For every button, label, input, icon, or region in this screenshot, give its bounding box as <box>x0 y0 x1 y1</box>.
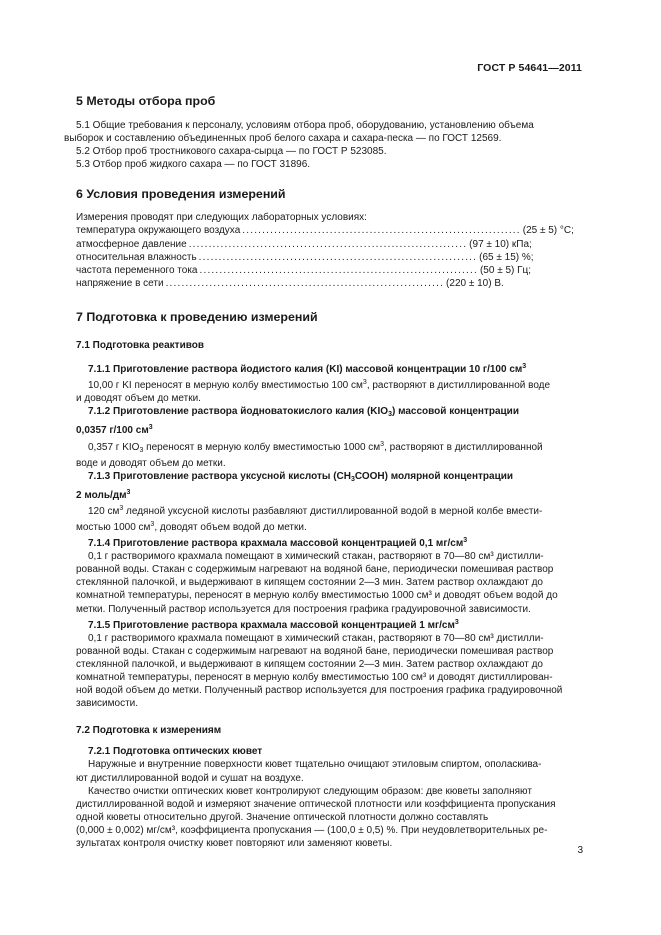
condition-label: относительная влажность <box>76 251 197 263</box>
heading-7-1-2-line1 <box>76 405 584 421</box>
text: , растворяют в дистиллированной воде <box>366 380 551 392</box>
heading-7-1-3-line1 <box>76 470 584 486</box>
superscript: 3 <box>522 363 527 371</box>
section-6-title: 6 Условия проведения измерений <box>76 187 286 202</box>
section-5-title: 5 Методы отбора проб <box>76 94 216 108</box>
page-number: 3 <box>577 845 583 856</box>
para-line: ной водой объем до метки. Полученный раствор используется для построения графика градуировочной <box>76 685 563 697</box>
para-line: рованной воды. Стакан с содержимым нагревают на водяной бане, периодически помешивая раствор <box>76 564 554 576</box>
condition-row <box>76 277 504 290</box>
heading-7-1-3-line2 <box>76 486 584 502</box>
superscript: 3 <box>119 504 124 512</box>
heading-7-1-5 <box>76 616 584 632</box>
subsection-7-1-title: 7.1 Подготовка реактивов <box>76 339 205 351</box>
para-line: 0,1 г растворимого крахмала помещают в химический стакан, растворяют в 70—80 см³ дистилли- <box>88 632 544 644</box>
para-5-1-line1: 5.1 Общие требования к персоналу, условиям отбора проб, оборудованию, установлению объема <box>76 120 534 131</box>
para-line: ют дистиллированной водой и сушат на воздухе. <box>76 772 304 784</box>
para-7-1-4 <box>76 550 584 615</box>
text: мостью 1000 см <box>76 521 151 533</box>
heading-7-2-1: 7.2.1 Подготовка оптических кювет <box>88 746 263 758</box>
superscript: 3 <box>454 618 459 626</box>
leader-dots: ...................................................................... <box>242 225 521 237</box>
condition-label: напряжение в сети <box>76 277 164 289</box>
para-7-1-2-line2: воде и доводят объем до метки. <box>76 457 226 469</box>
para-line: комнатной температуры, переносят в мерную колбу вместимостью 1000 см³ и доводят объем водой до <box>76 590 558 602</box>
text: 2 моль/дм <box>76 489 127 501</box>
superscript: 3 <box>362 379 367 387</box>
condition-value: (65 ± 15) %; <box>479 251 534 263</box>
para-5-1-line2: выборок и составлению объединенных проб белого сахара и сахара-песка — по ГОСТ 12569. <box>64 133 502 145</box>
text: 120 см <box>88 505 120 517</box>
text: 0,0357 г/100 см <box>76 425 149 437</box>
text: ледяной уксусной кислоты разбавляют дистиллированной водой в мерной колбе вмести- <box>123 505 543 517</box>
text: 7.1.5 Приготовление раствора крахмала массовой концентрацией 1 мг/см <box>88 619 455 631</box>
superscript: 3 <box>148 424 153 432</box>
para-7-1-5 <box>76 632 584 711</box>
condition-row <box>76 238 532 251</box>
condition-row <box>76 224 574 237</box>
para-line: (0,000 ± 0,002) мг/см³, коэффициента пропускания — (100,0 ± 0,5) %. При неудовлетворительных ре- <box>76 824 548 836</box>
heading-7-1-1 <box>76 360 584 376</box>
para-line: комнатной температуры, переносят в мерную колбу вместимостью 100 см³ и доводят дистиллирован- <box>76 672 553 683</box>
leader-dots: ...................................................................... <box>198 251 478 263</box>
superscript: 3 <box>463 537 468 545</box>
para-5-1 <box>64 119 584 145</box>
para-7-1-2-line1 <box>76 438 584 457</box>
condition-label: частота переменного тока <box>76 264 198 276</box>
para-7-1-3-line1 <box>76 502 584 518</box>
text: 0,357 г KIO <box>88 441 140 453</box>
leader-dots: ...................................................................... <box>165 277 445 289</box>
superscript: 3 <box>380 440 385 448</box>
para-5-3: 5.3 Отбор проб жидкого сахара — по ГОСТ 31896. <box>76 159 311 171</box>
text: , растворяют в дистиллированной <box>384 441 543 453</box>
text: 7.1.2 Приготовление раствора йодноватокислого калия (KIO <box>88 406 389 418</box>
conditions-list <box>76 224 574 289</box>
heading-7-1-4 <box>76 534 584 550</box>
heading-7-1-1-text: 7.1.1 Приготовление раствора йодистого калия (KI) массовой концентрации 10 г/100 см <box>88 364 523 376</box>
text: ) массовой концентрации <box>391 406 519 418</box>
text: 7.1.3 Приготовление раствора уксусной кислоты (СН <box>88 470 351 482</box>
para-7-1-3 <box>76 502 584 534</box>
standard-header: ГОСТ Р 54641—2011 <box>477 62 582 74</box>
para-line: рованной воды. Стакан с содержимым нагревают на водяной бане, периодически помешивая раствор <box>76 645 554 657</box>
para-7-1-1-line1 <box>76 376 584 392</box>
condition-value: (25 ± 5) °С; <box>522 225 574 237</box>
document-body <box>64 92 584 850</box>
para-7-2-1 <box>76 758 584 784</box>
para-7-1-2 <box>76 438 584 470</box>
subscript: 3 <box>388 411 392 419</box>
para-7-1-1-line2: и доводят объем до метки. <box>76 393 201 405</box>
leader-dots: ...................................................................... <box>188 238 468 250</box>
condition-row <box>76 264 532 277</box>
condition-label: температура окружающего воздуха <box>76 225 241 237</box>
para-line: стеклянной палочкой, и выдерживают в кипящем состоянии 2—3 мин. Затем раствор охлаждают до <box>76 658 543 670</box>
para-line: зультатах контроля очистку кювет повторяют или заменяют кюветы. <box>76 838 393 850</box>
text: 10,00 г KI переносят в мерную колбу вместимостью 100 см <box>88 380 363 392</box>
text: СООН) молярной концентрации <box>354 470 514 482</box>
text: 7.1.4 Приготовление раствора крахмала массовой концентрацией 0,1 мг/см <box>88 538 464 550</box>
subscript: 3 <box>139 446 144 454</box>
section-7-title: 7 Подготовка к проведению измерений <box>76 309 318 324</box>
condition-row <box>76 251 534 264</box>
heading-7-1-2 <box>76 405 584 437</box>
para-7-1-3-line2 <box>76 518 584 534</box>
heading-7-1-2-line2 <box>76 421 584 437</box>
heading-7-1-3 <box>76 470 584 502</box>
para-line: стеклянной палочкой, и выдерживают в кипящем состоянии 2—3 мин. Затем раствор охлаждают до <box>76 577 543 589</box>
condition-value: (220 ± 10) В. <box>446 277 504 289</box>
para-line: дистиллированной водой и измеряют значение оптической плотности или коэффициента пропускания <box>76 798 556 810</box>
conditions-intro: Измерения проводят при следующих лабораторных условиях: <box>76 212 367 224</box>
superscript: 3 <box>150 520 155 528</box>
para-7-1-1 <box>76 376 584 405</box>
condition-label: атмосферное давление <box>76 238 187 250</box>
text: переносят в мерную колбу вместимостью 1000 см <box>143 441 381 453</box>
subsection-7-2-title: 7.2 Подготовка к измерениям <box>76 725 222 737</box>
condition-value: (97 ± 10) кПа; <box>469 238 532 250</box>
para-line: Качество очистки оптических кювет контролируют следующим образом: две кюветы заполняют <box>88 785 532 797</box>
para-line: зависимости. <box>76 698 139 710</box>
para-5-2: 5.2 Отбор проб тростникового сахара-сырца — по ГОСТ Р 523085. <box>76 146 387 158</box>
subscript: 3 <box>350 475 355 483</box>
text: , доводят объем водой до метки. <box>154 521 307 533</box>
superscript: 3 <box>126 488 131 496</box>
para-line: одной кюветы относительно другой. Значение оптической плотности должно составлять <box>76 811 489 823</box>
para-7-2-1-quality <box>76 785 584 850</box>
condition-value: (50 ± 5) Гц; <box>479 264 532 276</box>
para-line: Наружные и внутренние поверхности кювет тщательно очищают этиловым спиртом, ополаскива- <box>88 759 542 771</box>
para-line: метки. Полученный раствор используется для построения графика градуировочной зависимости. <box>76 603 531 615</box>
para-line: 0,1 г растворимого крахмала помещают в химический стакан, растворяют в 70—80 см³ дистилли- <box>88 551 544 563</box>
leader-dots: ...................................................................... <box>199 264 478 276</box>
